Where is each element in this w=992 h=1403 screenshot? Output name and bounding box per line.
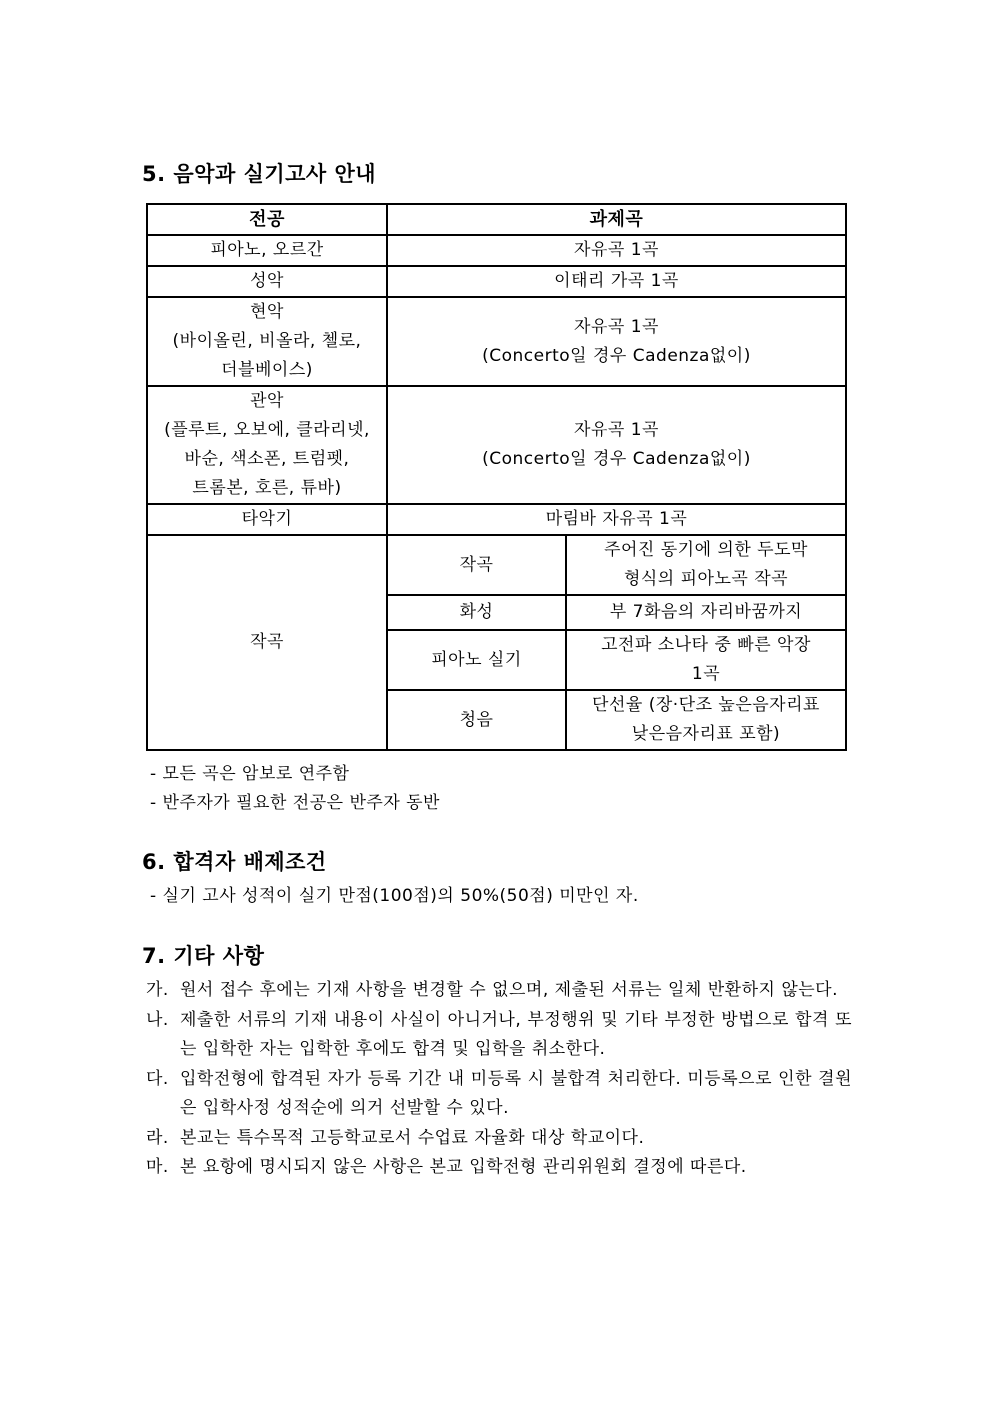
table-row [147, 504, 846, 535]
misc-items-list [146, 976, 852, 1183]
list-marker: 다. [146, 1068, 169, 1089]
table-row [147, 235, 846, 266]
major-line: 바순, 색소폰, 트럼펫, [184, 449, 350, 469]
table-row [147, 535, 846, 595]
note-line: - 모든 곡은 암보로 연주함 [150, 764, 350, 784]
list-text: 본교는 특수목적 고등학교로서 수업료 자율화 대상 학교이다. [180, 1127, 645, 1148]
list-text: 본 요항에 명시되지 않은 사항은 본교 입학전형 관리위원회 결정에 따른다. [180, 1157, 747, 1177]
task-line: 형식의 피아노곡 작곡 [623, 569, 789, 589]
major-cell [147, 297, 387, 386]
section-5-title: 5. 음악과 실기고사 안내 [142, 162, 377, 186]
task-line: 주어진 동기에 의한 두도막 [604, 540, 808, 560]
sub-cell: 피아노 실기 [387, 630, 566, 690]
major-cell: 성악 [147, 266, 387, 297]
list-marker: 마. [146, 1157, 169, 1177]
section-6-title: 6. 합격자 배제조건 [142, 850, 327, 874]
major-cell-composition: 작곡 [147, 535, 387, 750]
table-notes [150, 760, 440, 818]
list-text: 입학전형에 합격된 자가 등록 기간 내 미등록 시 불합격 처리한다. 미등록으로 인한 결원은 입학사정 성적순에 의거 선발할 수 있다. [180, 1068, 852, 1118]
piece-cell [387, 386, 846, 504]
list-marker: 나. [146, 1009, 169, 1030]
piece-line: 자유곡 1곡 [574, 420, 659, 440]
piece-cell: 이태리 가곡 1곡 [387, 266, 846, 297]
list-item [146, 1006, 852, 1065]
piece-cell: 마림바 자유곡 1곡 [387, 504, 846, 535]
task-cell [566, 630, 846, 690]
piece-line: (Concerto일 경우 Cadenza없이) [482, 345, 751, 366]
sub-cell: 화성 [387, 595, 566, 630]
major-line: 트롬본, 호른, 튜바) [192, 478, 342, 498]
task-line: 단선율 (장·단조 높은음자리표 [592, 695, 820, 715]
major-line: (플루트, 오보에, 클라리넷, [164, 420, 370, 440]
header-piece: 과제곡 [387, 204, 846, 235]
exam-pieces-table [146, 203, 847, 751]
list-item [146, 1065, 852, 1124]
table-row [147, 386, 846, 504]
task-line: 고전파 소나타 중 빠른 악장 [601, 635, 811, 655]
list-text: 제출한 서류의 기재 내용이 사실이 아니거나, 부정행위 및 기타 부정한 방법으로 합격 또는 입학한 자는 입학한 후에도 합격 및 입학을 취소한다. [180, 1009, 852, 1059]
major-line: 더블베이스) [221, 360, 313, 380]
sub-cell: 작곡 [387, 535, 566, 595]
piece-line: 자유곡 1곡 [574, 316, 659, 337]
task-line: 낮은음자리표 포함) [631, 724, 781, 744]
major-cell: 피아노, 오르간 [147, 235, 387, 266]
table-row [147, 297, 846, 386]
major-line: 현악 [250, 302, 284, 322]
task-cell [566, 690, 846, 750]
table-row [147, 266, 846, 297]
major-line: 관악 [250, 391, 284, 411]
list-item [146, 1153, 852, 1183]
major-cell [147, 386, 387, 504]
section-7-title: 7. 기타 사항 [142, 944, 265, 968]
piece-line: (Concerto일 경우 Cadenza없이) [482, 449, 751, 469]
task-line: 1곡 [691, 664, 721, 684]
list-marker: 라. [146, 1127, 169, 1148]
major-cell: 타악기 [147, 504, 387, 535]
task-line: 부 7화음의 자리바꿈까지 [609, 602, 803, 622]
list-marker: 가. [146, 980, 169, 1000]
list-text: 원서 접수 후에는 기재 사항을 변경할 수 없으며, 제출된 서류는 일체 반환하지 않는다. [180, 980, 839, 1000]
sub-cell: 청음 [387, 690, 566, 750]
list-item [146, 976, 852, 1006]
piece-cell [387, 297, 846, 386]
piece-cell: 자유곡 1곡 [387, 235, 846, 266]
task-cell [566, 595, 846, 630]
exclusion-condition: - 실기 고사 성적이 실기 만점(100점)의 50%(50점) 미만인 자. [150, 886, 639, 906]
list-item [146, 1124, 852, 1154]
header-major: 전공 [147, 204, 387, 235]
table-header-row [147, 204, 846, 235]
major-line: (바이올린, 비올라, 첼로, [172, 331, 362, 351]
task-cell [566, 535, 846, 595]
note-line: - 반주자가 필요한 전공은 반주자 동반 [150, 793, 440, 813]
